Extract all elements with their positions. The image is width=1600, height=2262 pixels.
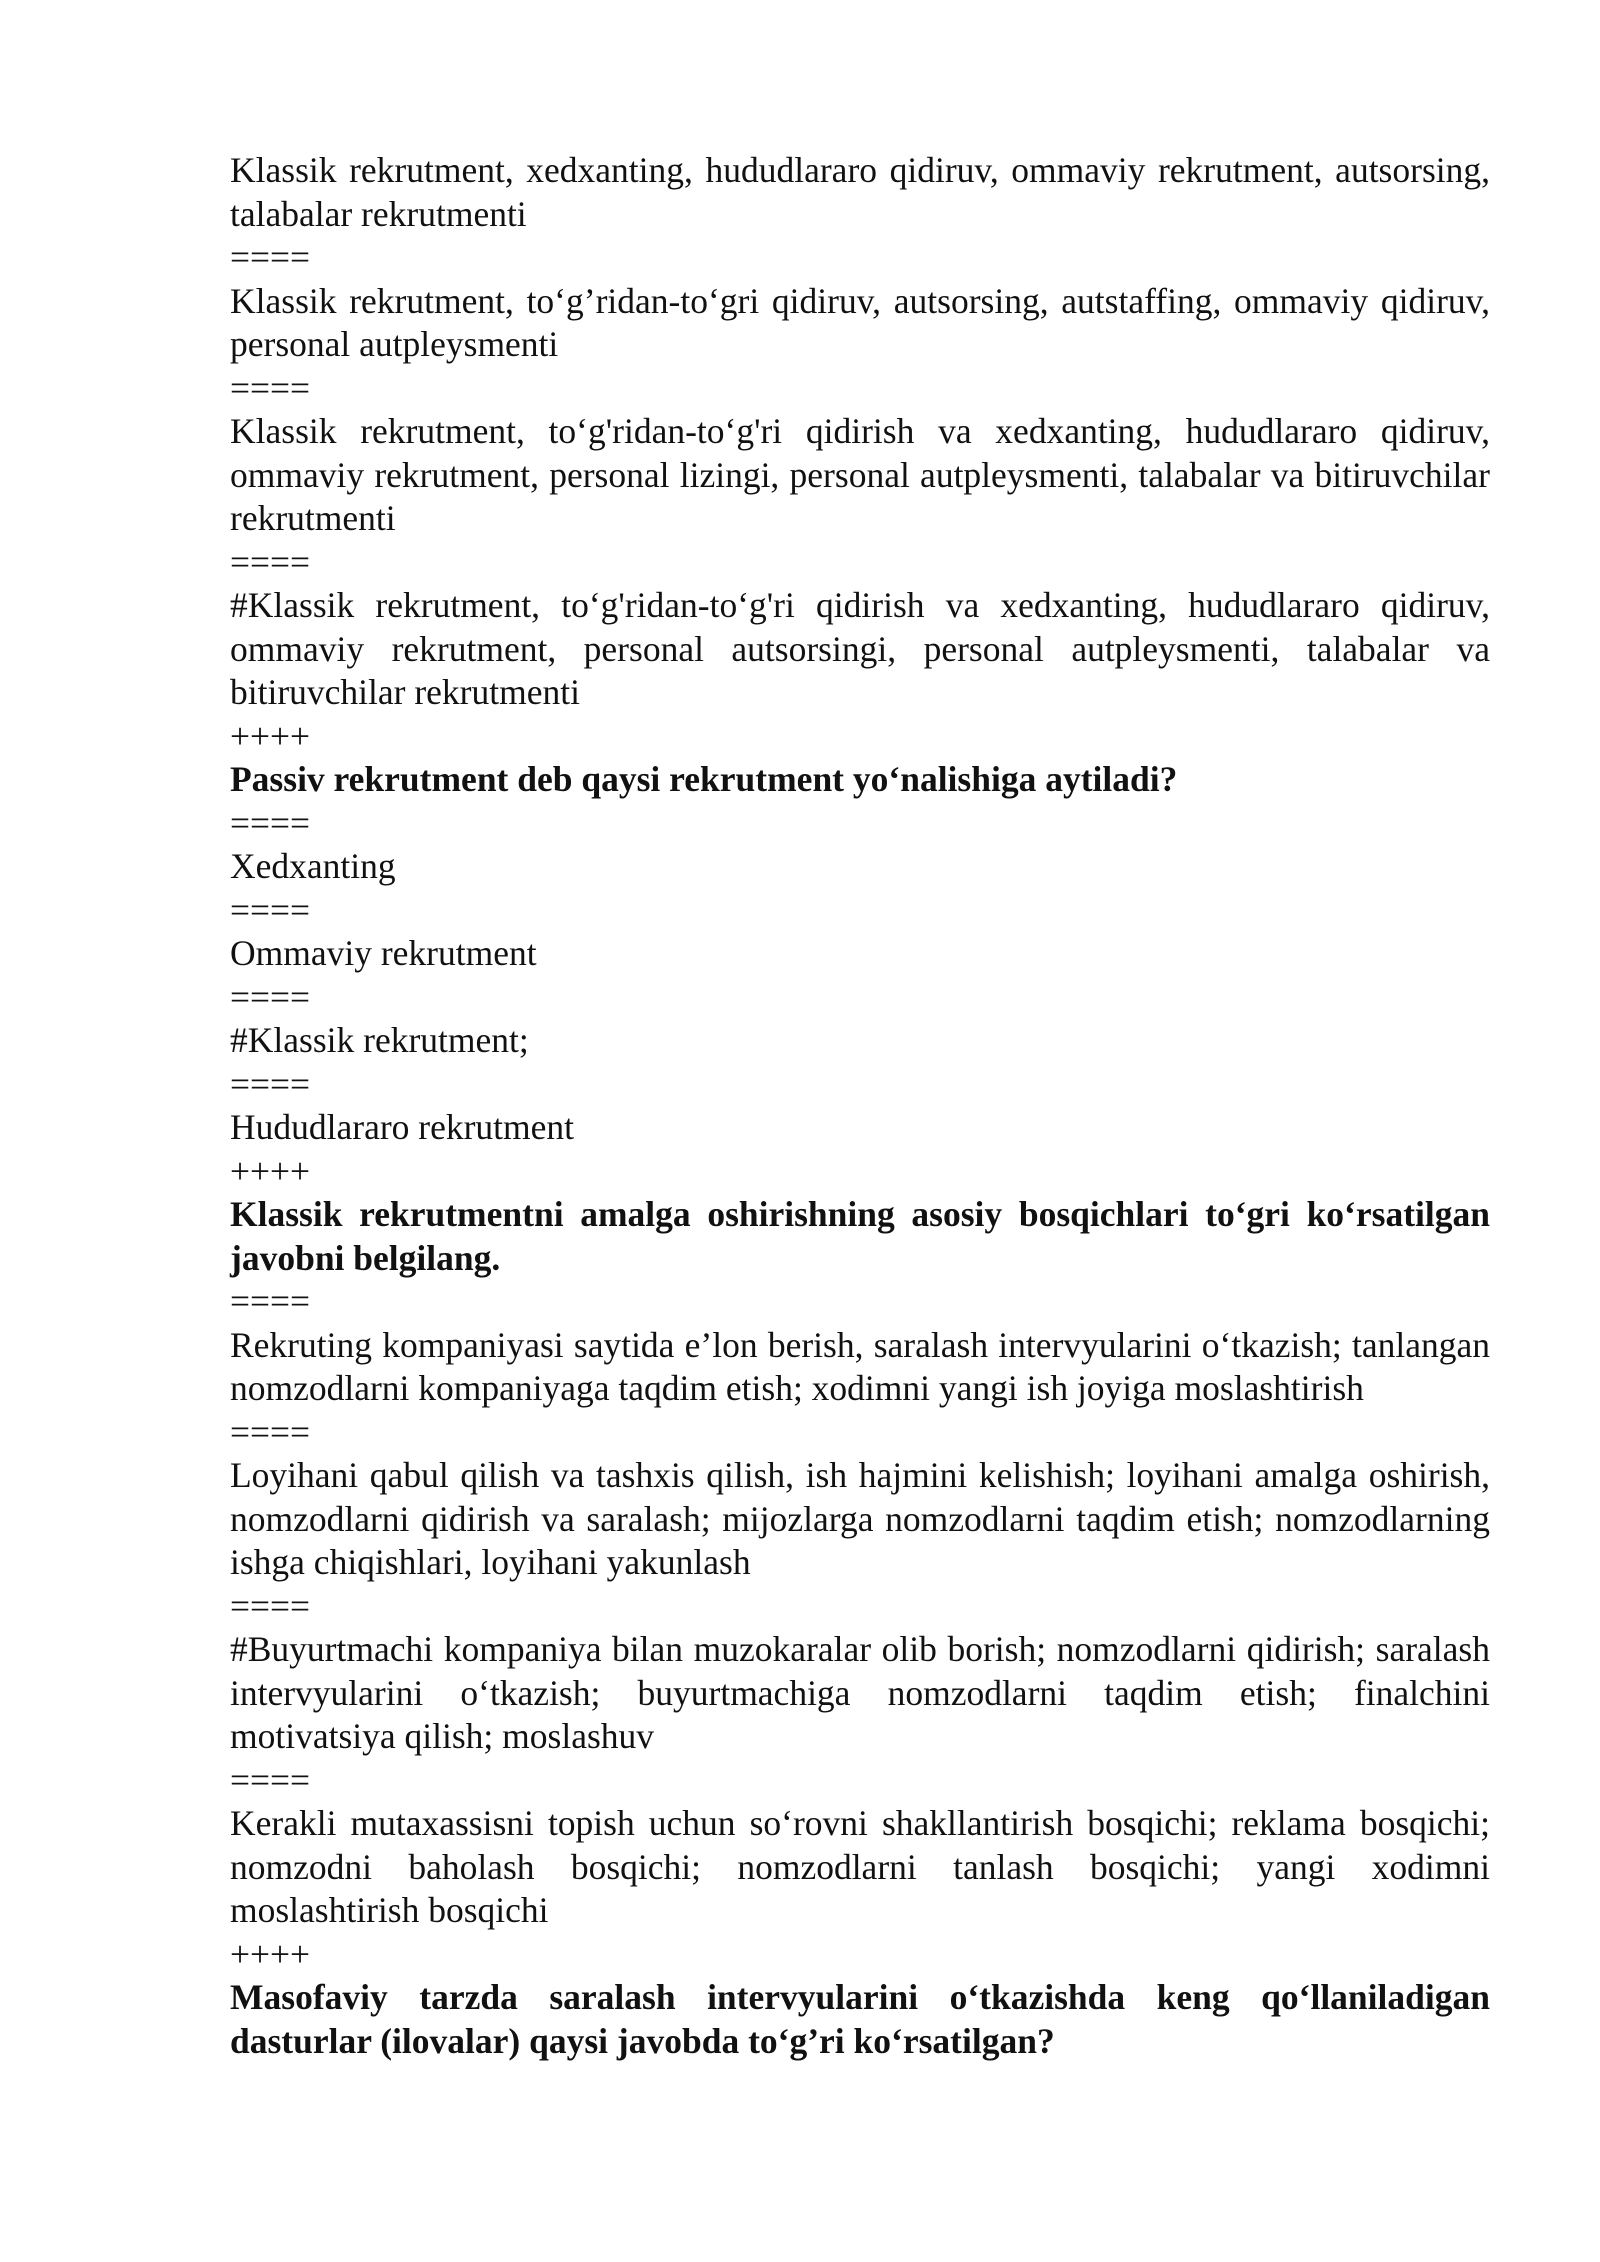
- question-text: Klassik rekrutmentni amalga oshirishning asosiy bosqichlari to‘gri ko‘rsatilgan javobni belgilang.: [230, 1194, 1490, 1278]
- separator: ====: [230, 1411, 311, 1452]
- separator: ====: [230, 802, 311, 843]
- question-separator: ++++: [230, 1150, 311, 1191]
- question-text: Masofaviy tarzda saralash intervyularini o‘tkazishda keng qo‘llaniladigan dasturlar (ilovalar) qaysi javobda to‘g’ri ko‘rsatilgan?: [230, 1977, 1490, 2061]
- question-text: Passiv rekrutment deb qaysi rekrutment yo‘nalishiga aytiladi?: [230, 759, 1178, 799]
- answer-option: Rekruting kompaniyasi saytida e’lon berish, saralash intervyularini o‘tkazish; tanlangan nomzodlarni kompaniyaga taqdim etish; xodimni yangi ish joyiga moslashtirish: [230, 1324, 1490, 1408]
- separator: ====: [230, 237, 311, 277]
- document-page: [230, 149, 1490, 2063]
- answer-option: Ommaviy rekrutment: [230, 933, 537, 973]
- answer-option-correct: #Buyurtmachi kompaniya bilan muzokaralar olib borish; nomzodlarni qidirish; saralash intervyularini o‘tkazish; buyurtmachiga nomzodlarni taqdim etish; finalchini motivatsiya qilish; moslashuv: [230, 1629, 1490, 1756]
- separator: ====: [230, 889, 311, 930]
- answer-option-correct: #Klassik rekrutment;: [230, 1020, 529, 1060]
- answer-option: Loyihani qabul qilish va tashxis qilish, ish hajmini kelishish; loyihani amalga oshirish, nomzodlarni qidirish va saralash; mijozlarga nomzodlarni taqdim etish; nomzodlarning ishga chiqishlari, loyihani yakunlash: [230, 1455, 1490, 1582]
- answer-option: Klassik rekrutment, xedxanting, hududlararo qidiruv, ommaviy rekrutment, autsorsing, talabalar rekrutmenti: [230, 150, 1490, 234]
- answer-option: Hududlararo rekrutment: [230, 1107, 575, 1147]
- separator: ====: [230, 541, 311, 582]
- question-separator: ++++: [230, 715, 311, 756]
- separator: ====: [230, 1063, 311, 1104]
- question-separator: ++++: [230, 1933, 311, 1974]
- separator: ====: [230, 1281, 311, 1321]
- answer-option: Klassik rekrutment, to‘g'ridan-to‘g'ri qidirish va xedxanting, hududlararo qidiruv, ommaviy rekrutment, personal lizingi, personal autpleysmenti, talabalar va bitiruvchilar rekrutmenti: [230, 411, 1490, 538]
- answer-option: Xedxanting: [230, 846, 396, 886]
- answer-option: Klassik rekrutment, to‘g’ridan-to‘gri qidiruv, autsorsing, autstaffing, ommaviy qidiruv, personal autpleysmenti: [230, 280, 1490, 364]
- separator: ====: [230, 976, 311, 1017]
- answer-option-correct: #Klassik rekrutment, to‘g'ridan-to‘g'ri qidirish va xedxanting, hududlararo qidiruv, ommaviy rekrutment, personal autsorsingi, personal autpleysmenti, talabalar va bitiruvchilar rekrutmenti: [230, 585, 1490, 712]
- separator: ====: [230, 1585, 311, 1626]
- separator: ====: [230, 367, 311, 408]
- answer-option: Kerakli mutaxassisni topish uchun so‘rovni shakllantirish bosqichi; reklama bosqichi; nomzodni baholash bosqichi; nomzodlarni tanlash bosqichi; yangi xodimni moslashtirish bosqichi: [230, 1803, 1490, 1930]
- separator: ====: [230, 1759, 311, 1800]
